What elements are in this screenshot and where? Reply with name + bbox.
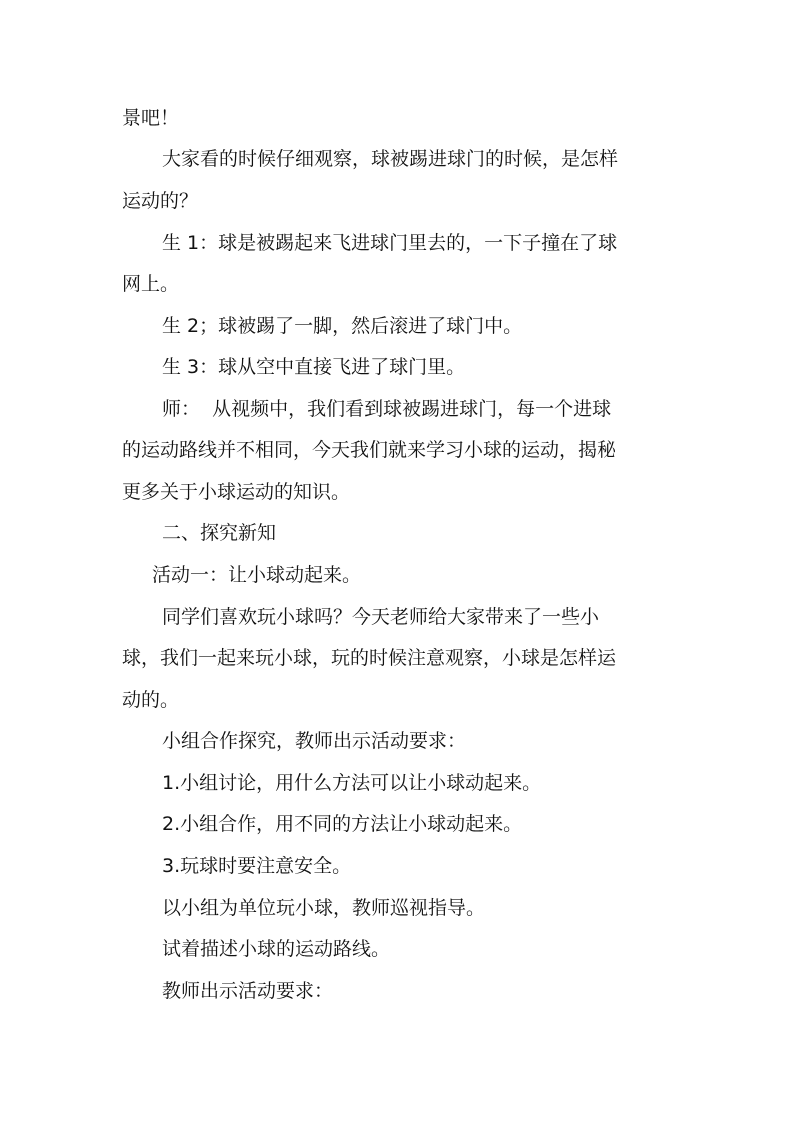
list-item-1: 1.小组讨论，用什么方法可以让小球动起来。 [162, 772, 542, 794]
text-line-9: 的运动路线并不相同，今天我们就来学习小球的运动，揭秘 [122, 439, 617, 461]
text-line-1: 景吧！ [122, 107, 180, 129]
section-heading: 二、探究新知 [162, 522, 277, 544]
text-line-2: 大家看的时候仔细观察，球被踢进球门的时候，是怎样 [162, 148, 619, 170]
text-line-4: 生 1：球是被踢起来飞进球门里去的，一下子撞在了球 [162, 232, 618, 254]
text-line-8: 师： 从视频中，我们看到球被踢进球门，每一个进球 [162, 398, 612, 420]
text-line-10: 更多关于小球运动的知识。 [122, 481, 351, 503]
text-line-14: 球，我们一起来玩小球，玩的时候注意观察，小球是怎样运 [122, 647, 617, 669]
text-line-3: 运动的？ [122, 190, 199, 212]
text-line-15: 动的。 [122, 689, 180, 711]
text-line-7: 生 3：球从空中直接飞进了球门里。 [162, 356, 466, 378]
text-line-6: 生 2；球被踢了一脚，然后滚进了球门中。 [162, 315, 523, 337]
activity-heading: 活动一：让小球动起来。 [152, 564, 362, 586]
list-item-2: 2.小组合作，用不同的方法让小球动起来。 [162, 813, 523, 835]
text-line-20: 以小组为单位玩小球，教师巡视指导。 [162, 897, 486, 919]
text-line-16: 小组合作探究，教师出示活动要求： [162, 730, 467, 752]
list-item-3: 3.玩球时要注意安全。 [162, 855, 352, 877]
text-line-13: 同学们喜欢玩小球吗？今天老师给大家带来了一些小 [162, 606, 600, 628]
text-line-22: 教师出示活动要求： [162, 980, 334, 1002]
text-line-5: 网上。 [122, 273, 180, 295]
text-line-21: 试着描述小球的运动路线。 [162, 938, 391, 960]
